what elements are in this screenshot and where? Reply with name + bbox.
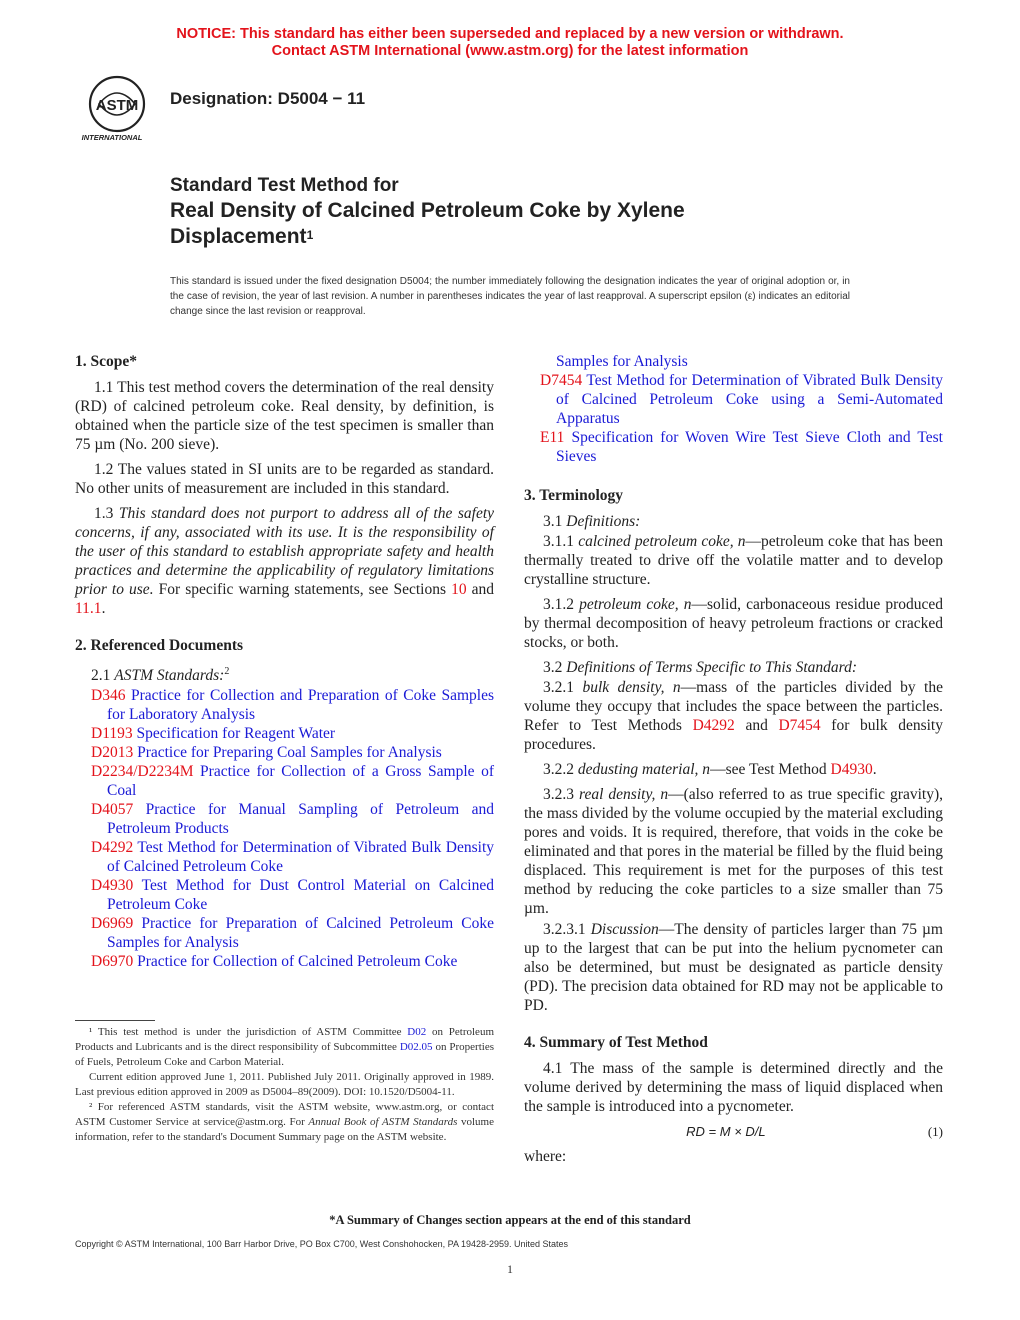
- reference-item[interactable]: [75, 838, 494, 876]
- reference-continuation[interactable]: [524, 352, 943, 371]
- reference-item[interactable]: [75, 800, 494, 838]
- definition-text: —solid, carbonaceous residue produced by thermal decomposition of heavy petroleum fractions or cracked stocks, or both.: [524, 596, 943, 651]
- reference-item[interactable]: [75, 686, 494, 724]
- notice-line-1: NOTICE: This standard has either been superseded and replaced by a new version or withdrawn.: [176, 26, 844, 42]
- footnote-1-text-a: ¹ This test method is under the jurisdiction of ASTM Committee: [89, 1026, 408, 1038]
- reference-title[interactable]: Test Method for Determination of Vibrated Bulk Density of Calcined Petroleum Coke using a Semi-Automated Apparatus: [556, 372, 943, 427]
- definition-num: 3.2.1: [543, 679, 583, 696]
- discussion-num: 3.2.3.1: [543, 921, 591, 938]
- astm-standards-footnote-mark: 2: [224, 666, 230, 677]
- definition-term: petroleum coke, n: [579, 596, 692, 613]
- definition-3-2-2: [524, 760, 943, 779]
- section-scope-heading: 1. Scope*: [75, 353, 137, 370]
- reference-code[interactable]: D1193: [91, 725, 133, 743]
- definition-num: 3.2.3: [543, 786, 580, 803]
- reference-item[interactable]: [75, 876, 494, 914]
- standard-link-d7454[interactable]: D7454: [778, 717, 821, 734]
- reference-code[interactable]: D7454: [540, 372, 583, 389]
- title-line-2: Real Density of Calcined Petroleum Coke by Xylene: [170, 199, 685, 222]
- definitions-label: Definitions:: [566, 513, 641, 530]
- title-line-1: Standard Test Method for: [170, 175, 399, 196]
- reference-title[interactable]: Practice for Preparing Coal Samples for Analysis: [133, 744, 442, 762]
- reference-item[interactable]: [75, 743, 494, 762]
- scope-1-3-num: 1.3: [94, 505, 119, 522]
- reference-title[interactable]: Practice for Collection of a Gross Sample of Coal: [107, 763, 494, 800]
- where-label: where:: [524, 1148, 567, 1165]
- definition-and: and: [734, 717, 779, 734]
- scope-1-3: [75, 504, 494, 618]
- astm-standards-num: 2.1: [91, 667, 115, 685]
- definition-term: calcined petroleum coke, n: [578, 533, 746, 550]
- definition-3-1-1: [524, 532, 943, 589]
- section-link-10[interactable]: 10: [451, 581, 467, 598]
- reference-code[interactable]: D6970: [91, 953, 134, 971]
- reference-item[interactable]: [524, 371, 943, 428]
- reference-title[interactable]: Practice for Manual Sampling of Petroleum and Petroleum Products: [107, 801, 494, 838]
- reference-item[interactable]: [524, 428, 943, 466]
- footnote-2: [75, 1100, 494, 1145]
- section-terminology-heading: 3. Terminology: [524, 487, 624, 504]
- notice-line-2: Contact ASTM International (www.astm.org) for the latest information: [271, 43, 749, 59]
- page-number: 1: [507, 1262, 513, 1276]
- definition-num: 3.1.1: [543, 533, 579, 550]
- copyright: Copyright © ASTM International, 100 Barr Harbor Drive, PO Box C700, West Conshohocken, PA 19428-2959. United States: [75, 1239, 569, 1249]
- footnote-1-edition: Current edition approved June 1, 2011. Published July 2011. Originally approved in 1989. Last previous edition approved in 2009 as D5004–89(2009). DOI: 10.1520/D5004-11.: [75, 1071, 494, 1098]
- reference-code[interactable]: E11: [540, 429, 565, 446]
- summary-4-1: 4.1 The mass of the sample is determined directly and the volume derived by determining the mass of liquid displaced when the sample is introduced into a pycnometer.: [524, 1060, 943, 1115]
- definition-end: for bulk density procedures.: [524, 717, 943, 753]
- logo-sub: INTERNATIONAL: [81, 133, 143, 142]
- reference-title[interactable]: Test Method for Determination of Vibrated Bulk Density of Calcined Petroleum Coke: [107, 839, 494, 876]
- reference-title[interactable]: Specification for Woven Wire Test Sieve Cloth and Test Sieves: [556, 429, 943, 465]
- reference-item[interactable]: [75, 914, 494, 952]
- definition-term: dedusting material, n: [577, 761, 711, 778]
- withdrawal-notice: [0, 26, 1020, 60]
- definitions-subheading: [524, 512, 943, 531]
- scope-1-3-end: .: [101, 600, 106, 617]
- specific-definitions-num: 3.2: [543, 659, 567, 676]
- standard-link-d4292[interactable]: D4292: [692, 717, 735, 734]
- designation: Designation: D5004 − 11: [170, 89, 366, 108]
- subcommittee-link[interactable]: D02.05: [399, 1041, 433, 1053]
- reference-code[interactable]: D4057: [91, 801, 134, 819]
- scope-1-3-tail: For specific warning statements, see Sections: [153, 581, 452, 598]
- reference-code[interactable]: D4930: [91, 877, 134, 895]
- definition-text: —petroleum coke that has been thermally treated to drive off the volatile matter and to develop crystalline structure.: [524, 533, 943, 588]
- reference-list: [75, 686, 494, 971]
- reference-item[interactable]: [75, 724, 494, 743]
- reference-title[interactable]: Practice for Collection of Calcined Petroleum Coke: [133, 953, 458, 971]
- astm-standards-subheading: [75, 662, 494, 685]
- section-referenced-heading: 2. Referenced Documents: [75, 637, 244, 654]
- footnote-rule: [75, 1020, 155, 1021]
- definition-end: .: [872, 761, 877, 778]
- right-column: [524, 352, 943, 1166]
- footnote-2-text-a: ² For referenced ASTM standards, visit the ASTM website, www.astm.org, or contact ASTM Customer Service at service@astm.org. For: [75, 1101, 494, 1128]
- reference-code[interactable]: D346: [91, 687, 126, 705]
- reference-title[interactable]: Practice for Collection and Preparation of Coke Samples for Laboratory Analysis: [107, 687, 494, 724]
- footnote-2-italic: Annual Book of ASTM Standards: [308, 1116, 458, 1128]
- reference-item[interactable]: [75, 952, 494, 971]
- summary-of-changes-note: *A Summary of Changes section appears at the end of this standard: [329, 1213, 691, 1227]
- equation-number: (1): [927, 1124, 943, 1139]
- definition-3-1-2: [524, 595, 943, 652]
- definition-text: —see Test Method: [710, 761, 831, 778]
- committee-link[interactable]: D02: [407, 1026, 427, 1038]
- reference-title[interactable]: Test Method for Dust Control Material on Calcined Petroleum Coke: [107, 877, 494, 914]
- footnote-1-text-b: on Petroleum Products and Lubricants and is the direct responsibility of Subcommittee: [75, 1026, 494, 1053]
- astm-logo: [72, 74, 162, 144]
- document-title: [170, 174, 685, 250]
- title-footnote-mark: 1: [306, 228, 314, 242]
- footnote-1-text-c: on Properties of Fuels, Petroleum Coke and Carbon Material.: [75, 1041, 494, 1068]
- specific-definitions-label: Definitions of Terms Specific to This Standard:: [566, 659, 858, 676]
- specific-definitions-subheading: [524, 658, 943, 677]
- reference-title[interactable]: Specification for Reagent Water: [132, 725, 336, 743]
- scope-1-3-italic: This standard does not purport to address all of the safety concerns, if any, associated with its use. It is the responsibility of the user of this standard to establish appropriate safety and health practices and determine the applicability of regulatory limitations prior to use.: [75, 505, 495, 598]
- scope-1-1: 1.1 This test method covers the determination of the real density (RD) of calcined petroleum coke. Real density, by definition, is obtained when the particle size of the test specimen is smaller than 75 µm (No. 200 sieve).: [75, 379, 494, 453]
- equation: RD = M × D/L: [686, 1124, 766, 1139]
- footnote-2-text-b: volume information, refer to the standard's Document Summary page on the ASTM website.: [75, 1116, 494, 1143]
- footnote-1: [75, 1025, 494, 1070]
- reference-item[interactable]: [75, 762, 494, 800]
- discussion-text: —The density of particles larger than 75 µm up to the largest that can be put into the helium pycnometer can also be determined, but must be designated as particle density (PD). The precision data obtained for RD may not be applicable to PD.: [524, 921, 943, 1014]
- astm-logo-icon: [72, 74, 162, 144]
- reference-code[interactable]: D2013: [91, 744, 134, 762]
- definition-term: real density, n: [579, 786, 669, 803]
- definition-term: bulk density, n: [582, 679, 681, 696]
- section-link-11-1[interactable]: 11.1: [75, 600, 102, 617]
- discussion-3-2-3-1: [524, 920, 943, 1015]
- discussion-term: Discussion: [590, 921, 659, 938]
- left-column: [75, 352, 494, 971]
- standard-link-d4930[interactable]: D4930: [830, 761, 873, 778]
- footnotes: [75, 1020, 494, 1145]
- definition-text: —(also referred to as true specific gravity), the mass divided by the volume occupied by the material excluding pores and voids. It is required, therefore, that voids in the coke be eliminated and that pores in the material be filled by the fluid being displaced. This requirement is met for the purposes of this test method by reducing the coke particles to a size smaller than 75 µm.: [524, 786, 943, 917]
- reference-code[interactable]: D2234/D2234M: [91, 763, 194, 781]
- astm-standards-label: ASTM Standards:: [114, 667, 225, 685]
- reference-code[interactable]: D6969: [91, 915, 134, 933]
- definitions-num: 3.1: [543, 513, 567, 530]
- definition-3-2-1: [524, 678, 943, 754]
- definition-num: 3.1.2: [543, 596, 580, 613]
- logo-mark: ASTM: [95, 97, 139, 114]
- reference-title[interactable]: Practice for Preparation of Calcined Petroleum Coke Samples for Analysis: [107, 915, 494, 952]
- definition-3-2-3: [524, 785, 943, 918]
- reference-code[interactable]: D4292: [91, 839, 134, 857]
- scope-1-2: 1.2 The values stated in SI units are to be regarded as standard. No other units of measurement are included in this standard.: [75, 461, 494, 497]
- scope-1-3-and: and: [466, 581, 495, 598]
- definition-num: 3.2.2: [543, 761, 578, 778]
- definition-text: —mass of the particles divided by the volume they occupy that includes the space between the particles. Refer to Test Methods: [524, 679, 943, 734]
- issued-note: This standard is issued under the fixed designation D5004; the number immediately following the designation indicates the year of original adoption or, in the case of revision, the year of last revision. A number in parentheses indicates the year of last reapproval. A superscript epsilon (ε) indicates an editorial change since the last revision or reapproval.: [170, 276, 850, 317]
- reference-title[interactable]: Samples for Analysis: [556, 353, 688, 370]
- equation-1: [524, 1122, 943, 1141]
- section-summary-heading: 4. Summary of Test Method: [524, 1034, 708, 1051]
- title-line-3: Displacement: [170, 225, 307, 248]
